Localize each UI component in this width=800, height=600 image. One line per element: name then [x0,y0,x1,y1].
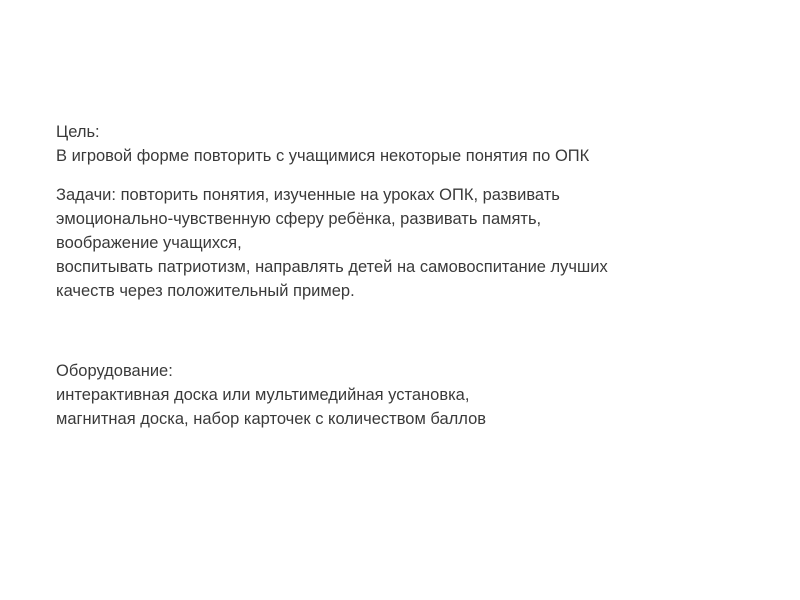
tasks-line: эмоционально-чувственную сферу ребёнка, развивать память, [56,210,542,228]
equipment-heading: Оборудование: [56,362,173,380]
tasks-line: качеств через положительный пример. [56,282,355,300]
equipment-line: магнитная доска, набор карточек с количеством баллов [56,410,487,428]
tasks-line: воспитывать патриотизм, направлять детей на самовоспитание лучших [56,258,608,276]
tasks-line: воображение учащихся, [56,234,242,252]
equipment-line: интерактивная доска или мультимедийная установка, [56,386,470,404]
spacer [56,168,756,183]
tasks-line: Задачи: повторить понятия, изученные на уроках ОПК, развивать [56,186,560,204]
goal-heading: Цель: [56,123,100,141]
slide-text-block [56,120,756,431]
goal-text: В игровой форме повторить с учащимися некоторые понятия по ОПК [56,147,590,165]
spacer [56,303,756,359]
